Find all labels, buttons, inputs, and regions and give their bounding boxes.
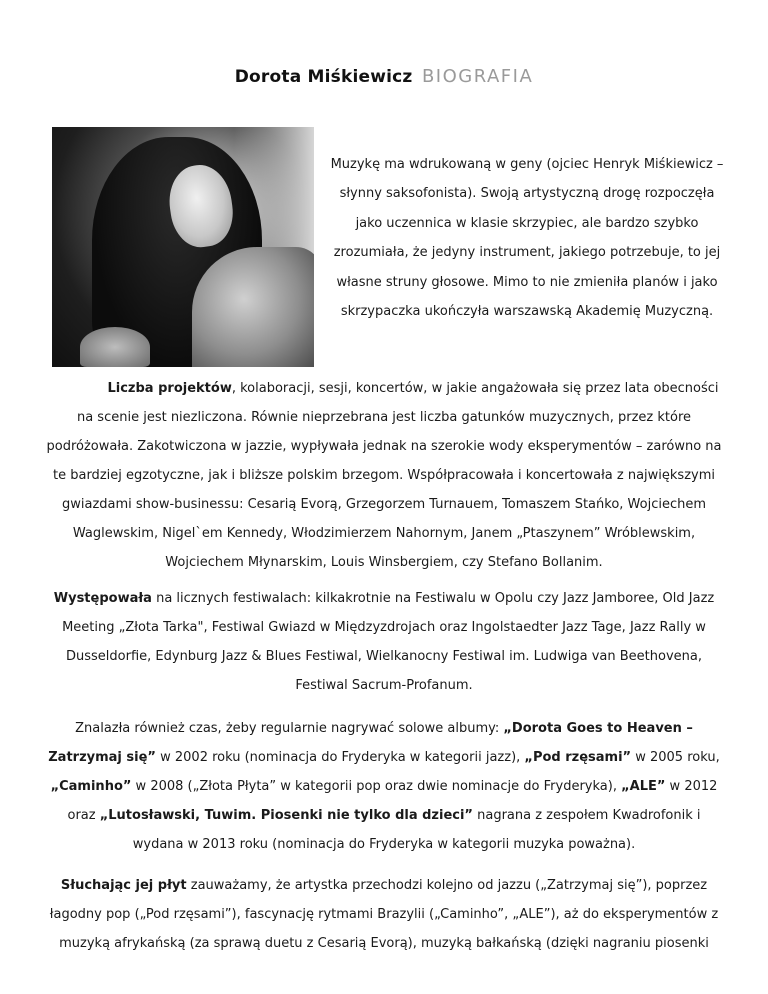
paragraph-text: w 2012 oraz [67,779,718,823]
paragraph-albums [44,714,724,859]
paragraph-projects [44,374,724,577]
photo-hand [80,327,150,367]
album-title: „Caminho” [50,779,132,794]
paragraph-lead: Liczba projektów [107,381,232,396]
artist-name: Dorota Miśkiewicz [234,67,413,87]
paragraph-lead: Słuchając jej płyt [60,878,187,893]
intro-paragraph: Muzykę ma wdrukowaną w geny (ojciec Henryk Miśkiewicz – słynny saksofonista). Swoją artystyczną drogę rozpoczęła jako uczennica w klasie skrzypiec, ale bardzo szybko zrozumiała, że jedyny instrument, jakiego potrzebuje, to jej własne struny głosowe. Mimo to nie zmieniła planów i jako skrzypaczka ukończyła warszawską Akademię Muzyczną. [330,157,724,320]
photo-shoulder [192,247,314,367]
portrait-photo [52,127,314,367]
album-title: „Pod rzęsami” [524,750,632,765]
album-title: „Dorota Goes to Heaven – Zatrzymaj się” [48,721,693,765]
paragraph-text: na licznych festiwalach: kilkakrotnie na Festiwalu w Opolu czy Jazz Jamboree, Old Jazz Meeting „Złota Tarka", Festiwal Gwiazd w Międzyzdrojach oraz Ingolstaedter Jazz Tage, Jazz Rally w Dusseldorfie, Edynburg Jazz & Blues Festiwal, Wielkanocny Festiwal im. Ludwiga van Beethovena, Festiwal Sacrum-Profanum. [62,591,715,693]
section-heading: BIOGRAFIA [421,66,534,87]
paragraph-text: w 2008 („Złota Płyta” w kategorii pop oraz dwie nominacje do Fryderyka), [131,779,622,794]
paragraph-listening [44,871,724,958]
paragraph-lead: Występowała [53,591,152,606]
album-title: „ALE” [621,779,666,794]
paragraph-text: , kolaboracji, sesji, koncertów, w jakie angażowała się przez lata obecności na scenie jest niezliczona. Równie nieprzebrana jest liczba gatunków muzycznych, przez które podróżowała. Zakotwiczona w jazzie, wypływała jednak na szerokie wody eksperymentów – zarówno na te bardziej egzotyczne, jak i bliższe polskim brzegom. Współpracowała i koncertowała z największymi gwiazdami show-businessu: Cesarią Evorą, Grzegorzem Turnauem, Tomaszem Stańko, Wojciechem Waglewskim, Nigel`em Kennedy, Włodzimierzem Nahornym, Janem „Ptaszynem” Wróblewskim, Wojciechem Młynarskim, Louis Winsbergiem, czy Stefano Bollanim. [46,381,722,570]
paragraph-text: Znalazła również czas, żeby regularnie nagrywać solowe albumy: [75,721,504,736]
paragraph-festivals [44,584,724,700]
paragraph-text: w 2002 roku (nominacja do Fryderyka w kategorii jazz), [155,750,525,765]
paragraph-text: w 2005 roku, [631,750,720,765]
album-title: „Lutosławski, Tuwim. Piosenki nie tylko dla dzieci” [99,808,473,823]
paragraph-text: zauważamy, że artystka przechodzi kolejno od jazzu („Zatrzymaj się”), poprzez łagodny pop („Pod rzęsami”), fascynację rytmami Brazylii („Caminho”, „ALE”), aż do eksperymentów z muzyką afrykańską (za sprawą duetu z Cesarią Evorą), muzyką bałkańską (dzięki nagraniu piosenki [49,878,719,951]
page-title [0,66,768,87]
paragraph-text: nagrana z zespołem Kwadrofonik i wydana w 2013 roku (nominacja do Fryderyka w kategorii muzyka poważna). [132,808,701,852]
